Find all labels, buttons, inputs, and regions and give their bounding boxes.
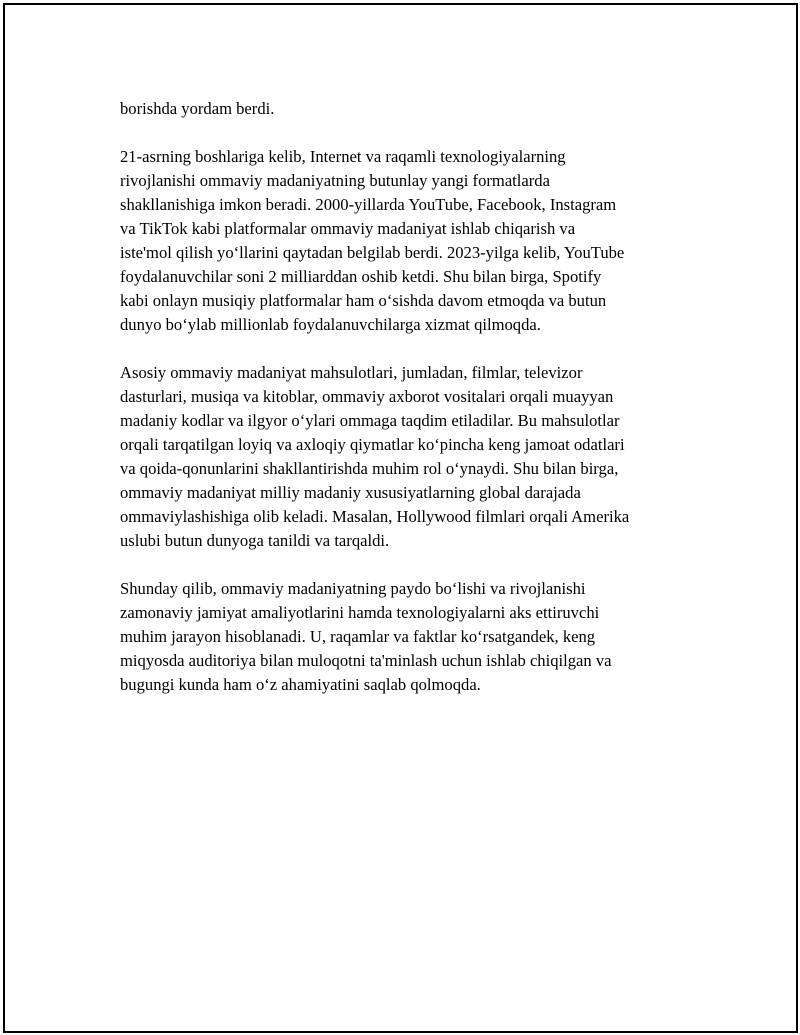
text-line: muhim jarayon hisoblanadi. U, raqamlar va faktlar ko‘rsatgandek, keng	[120, 627, 596, 646]
text-line: borishda yordam berdi.	[120, 99, 275, 118]
text-line: iste'mol qilish yo‘llarini qaytadan belgilab berdi. 2023-yilga kelib, YouTube	[120, 243, 625, 262]
text-line: uslubi butun dunyoga tanildi va tarqaldi.	[120, 531, 390, 550]
text-line: ommaviylashishiga olib keladi. Masalan, Hollywood filmlari orqali Amerika	[120, 507, 630, 526]
text-line: Shunday qilib, ommaviy madaniyatning paydo bo‘lishi va rivojlanishi	[120, 579, 586, 598]
text-line: rivojlanishi ommaviy madaniyatning butunlay yangi formatlarda	[120, 171, 550, 190]
text-line: zamonaviy jamiyat amaliyotlarini hamda texnologiyalarni aks ettiruvchi	[120, 603, 600, 622]
text-line: ommaviy madaniyat milliy madaniy xususiyatlarning global darajada	[120, 483, 581, 502]
text-line: kabi onlayn musiqiy platformalar ham o‘sishda davom etmoqda va butun	[120, 291, 607, 310]
paragraph-3	[120, 361, 700, 553]
paragraph-1	[120, 97, 700, 121]
text-line: va TikTok kabi platformalar ommaviy madaniyat ishlab chiqarish va	[120, 219, 576, 238]
text-line: shakllanishiga imkon beradi. 2000-yillarda YouTube, Facebook, Instagram	[120, 195, 617, 214]
text-line: 21-asrning boshlariga kelib, Internet va raqamli texnologiyalarning	[120, 147, 566, 166]
text-line: va qoida-qonunlarini shakllantirishda muhim rol o‘ynaydi. Shu bilan birga,	[120, 459, 619, 478]
text-line: dasturlari, musiqa va kitoblar, ommaviy axborot vositalari orqali muayyan	[120, 387, 614, 406]
text-line: dunyo bo‘ylab millionlab foydalanuvchilarga xizmat qilmoqda.	[120, 315, 541, 334]
paragraph-2	[120, 145, 700, 337]
text-line: madaniy kodlar va ilgyor o‘ylari ommaga taqdim etiladilar. Bu mahsulotlar	[120, 411, 620, 430]
text-line: orqali tarqatilgan loyiq va axloqiy qiymatlar ko‘pincha keng jamoat odatlari	[120, 435, 625, 454]
text-line: miqyosda auditoriya bilan muloqotni ta'minlash uchun ishlab chiqilgan va	[120, 651, 612, 670]
paragraph-4	[120, 577, 700, 697]
text-line: Asosiy ommaviy madaniyat mahsulotlari, jumladan, filmlar, televizor	[120, 363, 583, 382]
text-line: bugungi kunda ham o‘z ahamiyatini saqlab qolmoqda.	[120, 675, 481, 694]
document-body	[120, 97, 700, 721]
text-line: foydalanuvchilar soni 2 milliarddan oshib ketdi. Shu bilan birga, Spotify	[120, 267, 602, 286]
document-page	[3, 3, 798, 1033]
